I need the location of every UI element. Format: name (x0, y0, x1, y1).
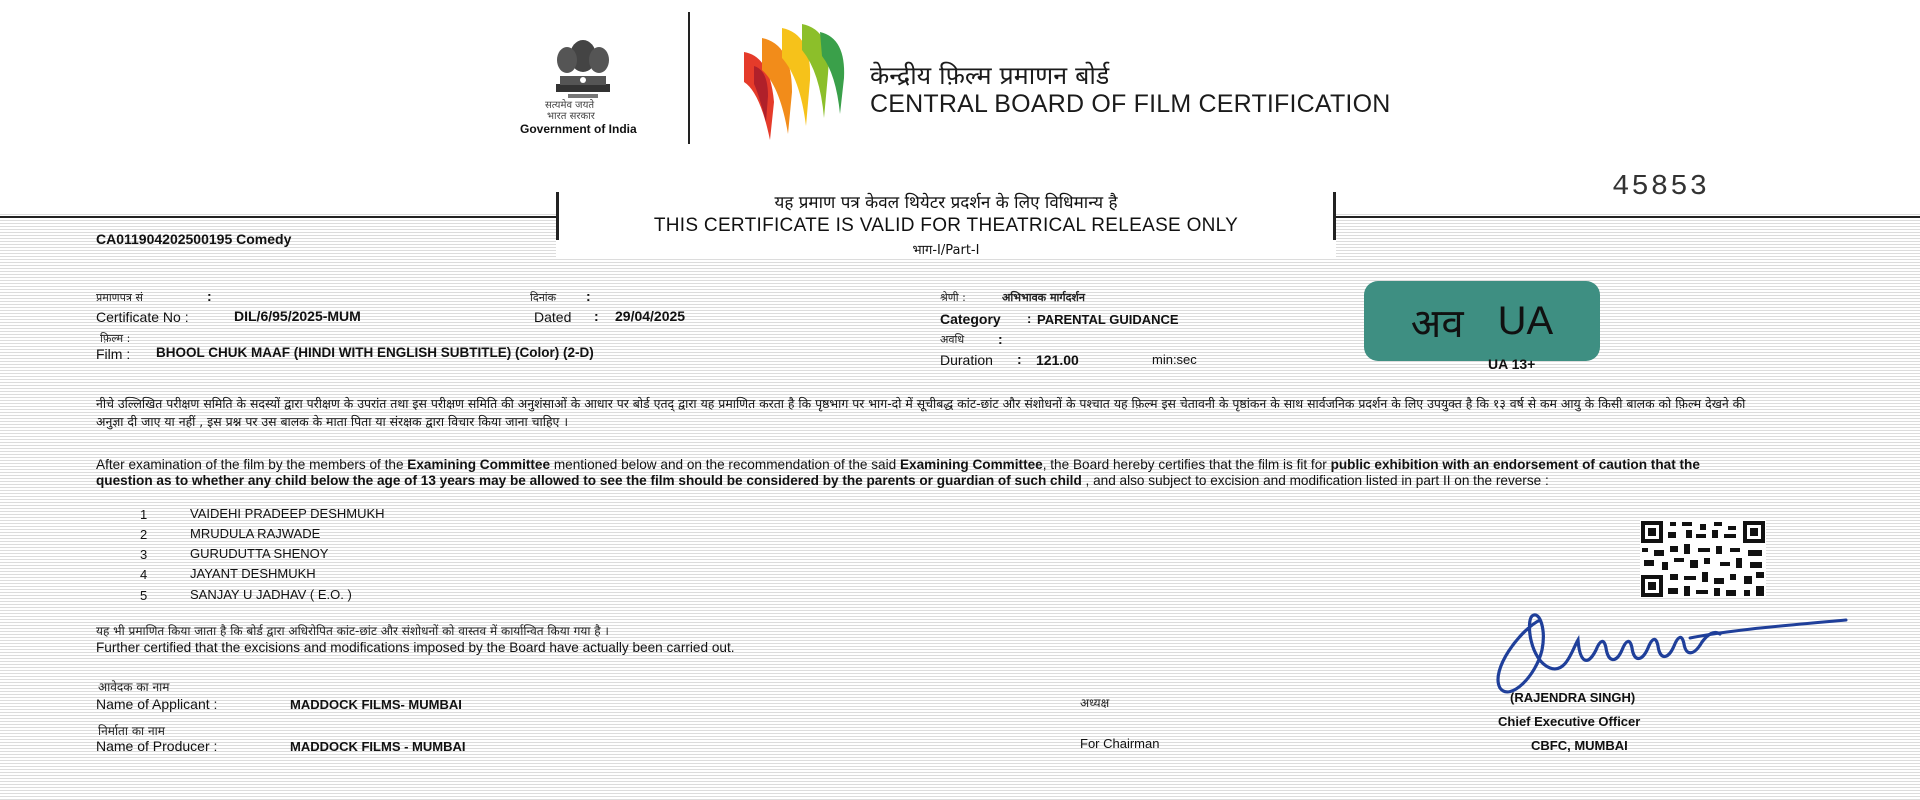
banner-rule-right (1336, 216, 1920, 218)
applicant-hindi-label: आवेदक का नाम (98, 680, 170, 694)
para-text-4: , and also subject to excision and modification listed in part II on the reverse : (1081, 473, 1549, 488)
signatory-name: (RAJENDRA SINGH) (1510, 690, 1636, 705)
member-number: 4 (140, 567, 148, 582)
para-text-2: mentioned below and on the recommendation of the said (550, 457, 900, 472)
applicant-label: Name of Applicant : (96, 696, 218, 712)
government-of-india: Government of India (520, 122, 637, 136)
national-emblem-icon (548, 30, 618, 102)
film-title: BHOOL CHUK MAAF (HINDI WITH ENGLISH SUBTITLE) (Color) (2-D) (156, 345, 594, 360)
category-colon: : (1027, 311, 1032, 326)
certificate-number: DIL/6/95/2025-MUM (234, 308, 361, 324)
further-certified-english: Further certified that the excisions and modifications imposed by the Board have actually been carried out. (96, 640, 735, 655)
date-colon: : (594, 308, 599, 324)
chairman-hindi-label: अध्यक्ष (1080, 696, 1110, 710)
member-number: 1 (140, 507, 148, 522)
certification-paragraph-hindi: नीचे उल्लिखित परीक्षण समिति के सदस्यों द्वारा परीक्षण के उपरांत तथा इस परीक्षण समिति की अनुशंसाओं के आधार पर बोर्ड एतद् द्वारा यह प्रमाणित करता है कि पृष्ठभाग पर भाग-दो में सूचीबद्ध कांट-छांट और संशोधनों के पश्चात यह फ़िल्म इस चेतावनी के पृष्ठांकन के साथ सार्वजनिक प्रदर्शन के लिए उपयुक्त है कि १३ वर्ष से कम आयु के किसी बालक को फ़िल्म देखने की अनुज्ञा दी जाए या नहीं , इस प्रश्न पर उस बालक के माता पिता या संरक्षक द्वारा विचार किया जाना चाहिए । (96, 396, 1746, 429)
signatory-office: CBFC, MUMBAI (1531, 738, 1628, 753)
para-committee-2: Examining Committee (899, 457, 1043, 472)
board-name-english: CENTRAL BOARD OF FILM CERTIFICATION (870, 90, 1391, 118)
member-name: MRUDULA RAJWADE (190, 526, 321, 541)
category-hindi-label: श्रेणी : (940, 291, 966, 304)
date-label: Dated (534, 309, 572, 325)
duration-hindi-label: अवधि (940, 333, 965, 346)
applicant-name: MADDOCK FILMS- MUMBAI (290, 697, 462, 712)
rating-badge (1364, 281, 1600, 361)
film-label: Film : (96, 346, 131, 362)
para-text-1: After examination of the film by the members of the (96, 457, 408, 472)
banner-rule-left (0, 216, 556, 218)
board-name-hindi: केन्द्रीय फ़िल्म प्रमाणन बोर्ड (870, 61, 1110, 90)
part-label: भाग-I/Part-I (912, 243, 980, 258)
category-label: Category (940, 311, 1001, 327)
film-hindi-label: फ़िल्म : (100, 332, 131, 345)
duration-unit: min:sec (1152, 352, 1197, 367)
duration-value: 121.00 (1036, 352, 1079, 368)
certificate-date: 29/04/2025 (615, 308, 686, 324)
further-certified-hindi: यह भी प्रमाणित किया जाता है कि बोर्ड द्वारा अधिरोपित कांट-छांट और संशोधनों को वास्तव में कार्यान्वित किया गया है । (96, 624, 609, 638)
para-text-3: , the Board hereby certifies that the film is fit for (1042, 457, 1331, 472)
category-hindi-value: अभिभावक मार्गदर्शन (1002, 291, 1086, 304)
header-divider (688, 12, 690, 144)
member-name: GURUDUTTA SHENOY (190, 546, 329, 561)
banner-bracket-left (556, 192, 559, 240)
reference-number: CA011904202500195 Comedy (96, 231, 292, 247)
for-chairman: For Chairman (1080, 736, 1160, 751)
member-name: SANJAY U JADHAV ( E.O. ) (190, 587, 352, 602)
member-number: 3 (140, 547, 148, 562)
member-name: JAYANT DESHMUKH (190, 566, 316, 581)
member-name: VAIDEHI PRADEEP DESHMUKH (190, 506, 385, 521)
validity-banner (556, 188, 1336, 258)
para-committee-1: Examining Committee (407, 457, 551, 472)
validity-english: THIS CERTIFICATE IS VALID FOR THEATRICAL RELEASE ONLY (653, 215, 1239, 236)
government-hindi: भारत सरकार (547, 111, 595, 122)
cbfc-logo-icon (740, 22, 850, 140)
handwritten-signature-icon (1480, 590, 1850, 700)
validity-hindi: यह प्रमाण पत्र केवल थियेटर प्रदर्शन के लिए विधिमान्य है (774, 193, 1118, 213)
member-number: 2 (140, 527, 148, 542)
certificate-serial: 45853 (1612, 170, 1710, 203)
rating-english: UA (1497, 298, 1554, 343)
duration-label: Duration (940, 352, 993, 368)
rating-subcategory: UA 13+ (1488, 356, 1536, 372)
producer-label: Name of Producer : (96, 738, 218, 754)
qr-code-icon (1640, 520, 1766, 598)
certification-paragraph-english (96, 457, 1746, 489)
date-hindi-colon: : (586, 288, 591, 304)
cert-no-label: Certificate No : (96, 309, 189, 325)
duration-colon: : (1017, 351, 1022, 367)
cert-no-hindi-colon: : (207, 288, 212, 304)
member-number: 5 (140, 588, 148, 603)
category-value: PARENTAL GUIDANCE (1037, 312, 1179, 327)
producer-name: MADDOCK FILMS - MUMBAI (290, 739, 466, 754)
signatory-title: Chief Executive Officer (1498, 714, 1641, 729)
banner-bracket-right (1333, 192, 1336, 240)
cert-no-hindi-label: प्रमाणपत्र सं (96, 291, 143, 304)
para-caution: public exhibition with an endorsement of caution that the question as to whether any child below the age of 13 years may be allowed to see the film should be considered by the parents or guardian of such child (96, 457, 1700, 488)
duration-hindi-colon: : (998, 331, 1003, 347)
emblem-motto: सत्यमेव जयते (545, 100, 595, 111)
date-hindi-label: दिनांक (530, 291, 557, 304)
rating-hindi: अव (1410, 300, 1464, 347)
producer-hindi-label: निर्माता का नाम (98, 724, 165, 738)
